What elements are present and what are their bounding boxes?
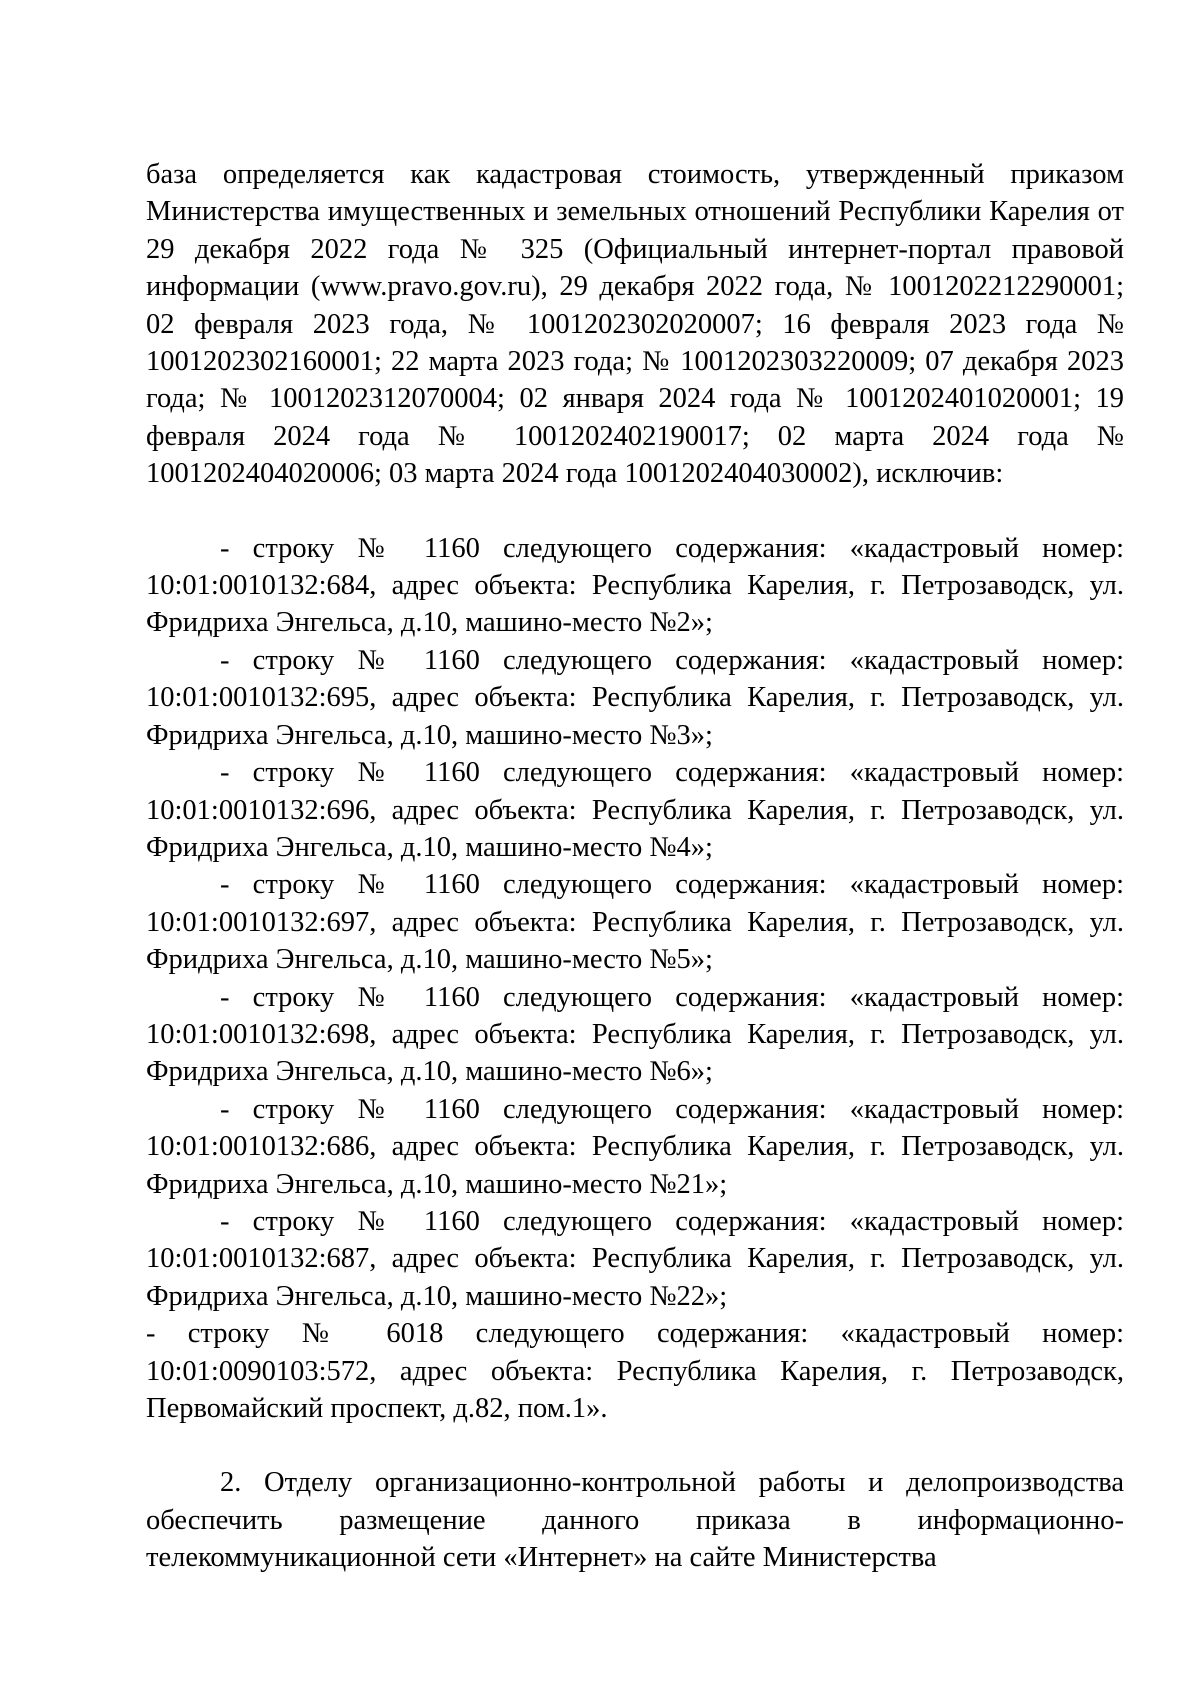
exclusion-item: - строку № 1160 следующего содержания: «кадастровый номер: 10:01:0010132:686, адрес объекта: Республика Карелия, г. Петрозаводск, ул. Фридриха Энгельса, д.10, машино-место №21»; bbox=[146, 1093, 1124, 1200]
exclusion-item: - строку № 1160 следующего содержания: «кадастровый номер: 10:01:0010132:696, адрес объекта: Республика Карелия, г. Петрозаводск, ул. Фридриха Энгельса, д.10, машино-место №4»; bbox=[146, 757, 1124, 863]
item-2-paragraph: 2. Отделу организационно-контрольной работы и делопроизводства обеспечить размещение данного приказа в информационно-телекоммуникационной сети «Интернет» на сайте Министерства bbox=[146, 1467, 1124, 1574]
exclusion-item: - строку № 1160 следующего содержания: «кадастровый номер: 10:01:0010132:684, адрес объекта: Республика Карелия, г. Петрозаводск, ул. Фридриха Энгельса, д.10, машино-место №2»; bbox=[146, 532, 1124, 639]
intro-paragraph: база определяется как кадастровая стоимость, утвержденный приказом Министерства имущественных и земельных отношений Республики Карелия от 29 декабря 2022 года № 325 (Официальный интернет-портал правовой информации (www.pravo.gov.ru), 29 декабря 2022 года, № 1001202212290001; 02 февраля 2023 года, № 1001202302020007; 16 февраля 2023 года № 1001202302160001; 22 марта 2023 года; № 1001202303220009; 07 декабря 2023 года; № 1001202312070004; 02 января 2024 года № 1001202401020001; 19 февраля 2024 года № 1001202402190017; 02 марта 2024 года № 1001202404020006; 03 марта 2024 года 1001202404030002), исключив: bbox=[146, 159, 1124, 490]
exclusion-list bbox=[146, 530, 1124, 1428]
exclusion-item: - строку № 1160 следующего содержания: «кадастровый номер: 10:01:0010132:697, адрес объекта: Республика Карелия, г. Петрозаводск, ул. Фридриха Энгельса, д.10, машино-место №5»; bbox=[146, 869, 1124, 976]
exclusion-item: - строку № 1160 следующего содержания: «кадастровый номер: 10:01:0010132:698, адрес объекта: Республика Карелия, г. Петрозаводск, ул. Фридриха Энгельса, д.10, машино-место №6»; bbox=[146, 981, 1124, 1088]
document-body bbox=[146, 156, 1124, 1577]
paragraph-spacer bbox=[146, 1427, 1124, 1464]
paragraph-spacer bbox=[146, 493, 1124, 530]
exclusion-item-last: - строку № 6018 следующего содержания: «кадастровый номер: 10:01:0090103:572, адрес объекта: Республика Карелия, г. Петрозаводск, Первомайский проспект, д.82, пом.1». bbox=[146, 1318, 1124, 1424]
exclusion-item: - строку № 1160 следующего содержания: «кадастровый номер: 10:01:0010132:695, адрес объекта: Республика Карелия, г. Петрозаводск, ул. Фридриха Энгельса, д.10, машино-место №3»; bbox=[146, 644, 1124, 751]
exclusion-item: - строку № 1160 следующего содержания: «кадастровый номер: 10:01:0010132:687, адрес объекта: Республика Карелия, г. Петрозаводск, ул. Фридриха Энгельса, д.10, машино-место №22»; bbox=[146, 1205, 1124, 1312]
